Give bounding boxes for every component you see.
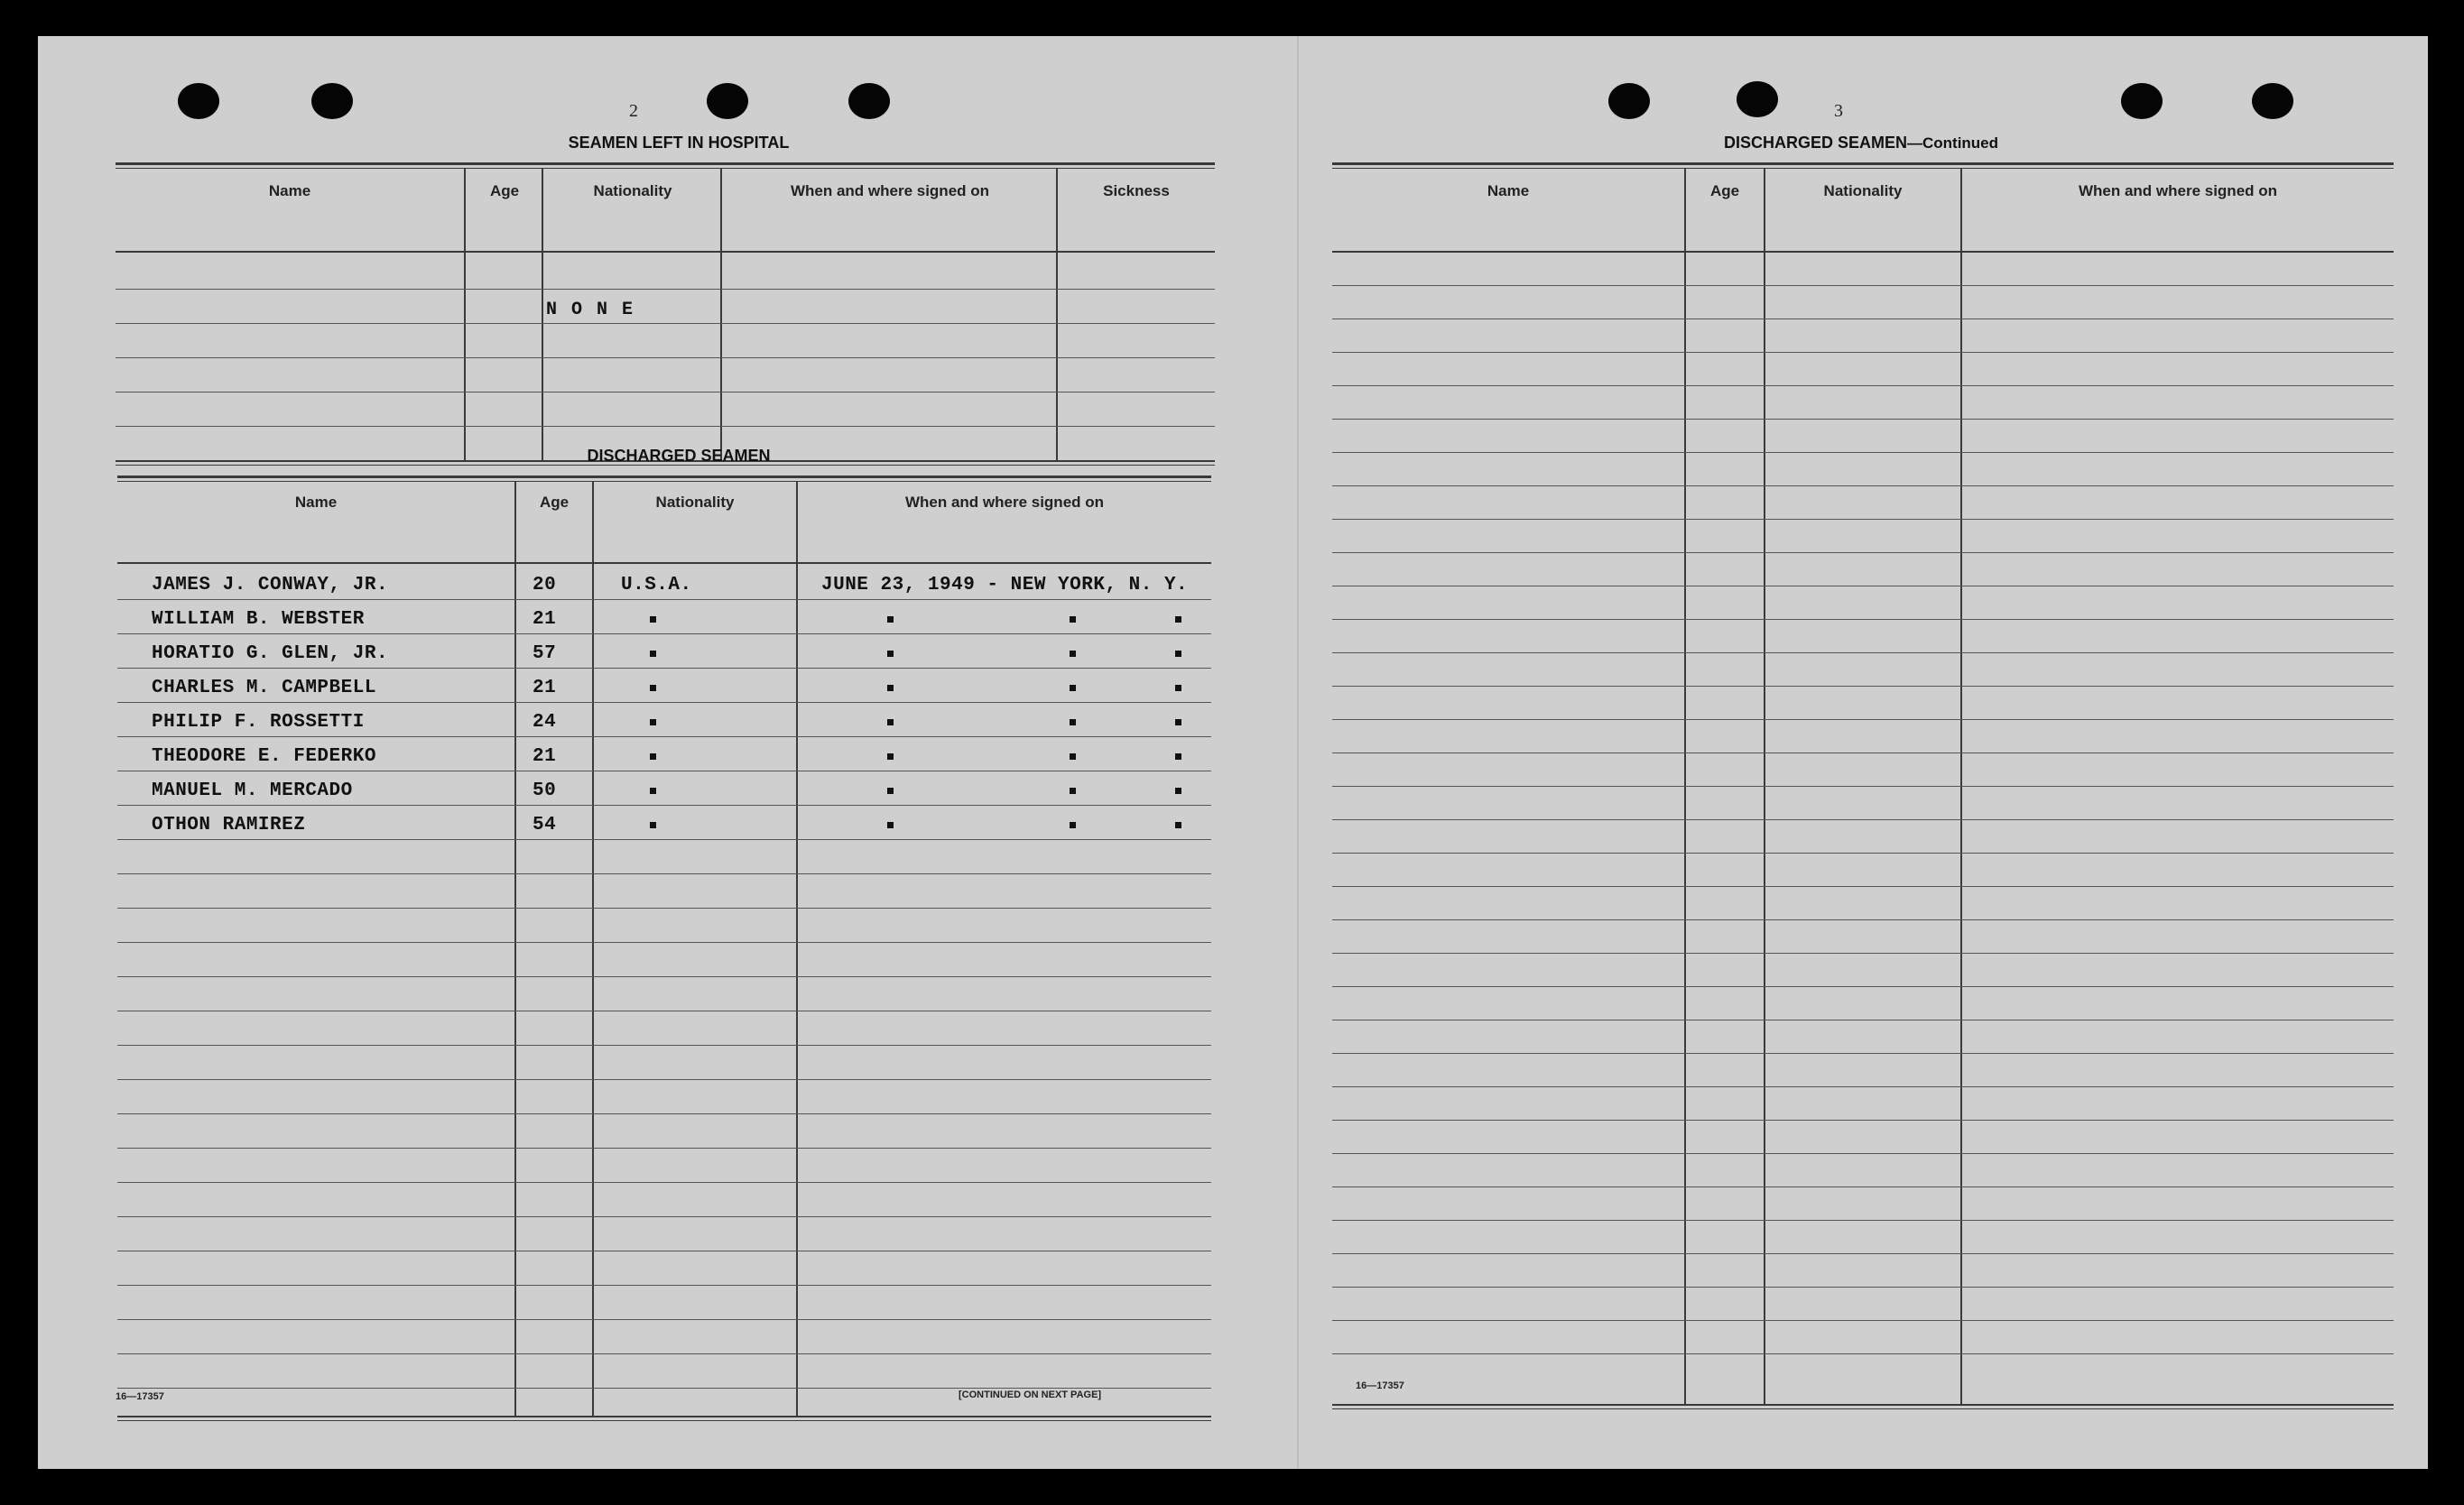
- ditto-mark: [1175, 753, 1181, 760]
- seaman-name: CHARLES M. CAMPBELL: [152, 678, 376, 698]
- ditto-mark: [1070, 651, 1076, 657]
- punch-hole: [178, 83, 219, 119]
- seaman-name: JAMES J. CONWAY, JR.: [152, 575, 389, 596]
- seaman-name: OTHON RAMIREZ: [152, 815, 306, 836]
- continued-note: [CONTINUED ON NEXT PAGE]: [959, 1390, 1102, 1400]
- hospital-title: SEAMEN LEFT IN HOSPITAL: [568, 134, 790, 152]
- seaman-age: 50: [533, 780, 557, 801]
- ditto-mark: [887, 822, 894, 828]
- ditto-mark: [887, 685, 894, 691]
- ditto-mark: [1070, 685, 1076, 691]
- hospital-none-note: N O N E: [546, 300, 635, 320]
- ditto-mark: [887, 753, 894, 760]
- discharged-table: [117, 476, 1211, 1427]
- seaman-age: 21: [533, 746, 557, 767]
- discharged-continued-title: [1617, 134, 2105, 152]
- column-header: Nationality: [1823, 182, 1903, 199]
- ditto-mark: [650, 719, 656, 725]
- seaman-age: 24: [533, 712, 557, 733]
- column-header: When and where signed on: [790, 182, 990, 199]
- ditto-mark: [1070, 822, 1076, 828]
- page-fold: [1297, 36, 1299, 1469]
- document-sheet: [38, 36, 2428, 1469]
- punch-hole: [311, 83, 353, 119]
- discharged-continued-table: [1332, 162, 2394, 1409]
- column-header: Age: [1709, 182, 1740, 199]
- section-title-suffix: —Continued: [1906, 134, 1999, 152]
- form-number-left: 16—17357: [116, 1391, 164, 1402]
- punch-hole: [2121, 83, 2163, 119]
- seaman-age: 57: [533, 643, 557, 664]
- column-header: Age: [489, 182, 520, 199]
- punch-hole: [1608, 83, 1650, 119]
- ditto-mark: [1070, 616, 1076, 623]
- punch-hole: [848, 83, 890, 119]
- punch-hole: [2252, 83, 2293, 119]
- ditto-mark: [887, 616, 894, 623]
- page-number-left: 2: [629, 101, 638, 121]
- ditto-mark: [1070, 753, 1076, 760]
- page-number-right: 3: [1834, 101, 1843, 121]
- seaman-name: PHILIP F. ROSSETTI: [152, 712, 365, 733]
- seaman-age: 54: [533, 815, 557, 836]
- ditto-mark: [650, 788, 656, 794]
- punch-hole: [1737, 81, 1778, 117]
- ditto-mark: [650, 651, 656, 657]
- form-number-right: 16—17357: [1356, 1380, 1404, 1391]
- seaman-age: 21: [533, 609, 557, 630]
- ditto-mark: [887, 719, 894, 725]
- column-header: Age: [539, 494, 570, 511]
- ditto-mark: [1175, 719, 1181, 725]
- seaman-name: WILLIAM B. WEBSTER: [152, 609, 365, 630]
- seaman-name: MANUEL M. MERCADO: [152, 780, 353, 801]
- column-header: Name: [294, 494, 338, 511]
- hospital-table: [116, 162, 1215, 466]
- seaman-name: THEODORE E. FEDERKO: [152, 746, 376, 767]
- column-header: Sickness: [1103, 182, 1170, 199]
- ditto-mark: [1070, 788, 1076, 794]
- ditto-mark: [1175, 788, 1181, 794]
- seaman-name: HORATIO G. GLEN, JR.: [152, 643, 389, 664]
- punch-hole: [707, 83, 748, 119]
- ditto-mark: [887, 651, 894, 657]
- ditto-mark: [650, 685, 656, 691]
- column-header: Name: [1487, 182, 1530, 199]
- section-title-text: DISCHARGED SEAMEN: [1723, 134, 1907, 152]
- ditto-mark: [650, 822, 656, 828]
- column-header: When and where signed on: [2078, 182, 2278, 199]
- ditto-mark: [1175, 822, 1181, 828]
- column-header: Nationality: [593, 182, 672, 199]
- ditto-mark: [650, 753, 656, 760]
- ditto-mark: [1175, 651, 1181, 657]
- discharged-title: DISCHARGED SEAMEN: [587, 447, 771, 465]
- ditto-mark: [1175, 616, 1181, 623]
- column-header: When and where signed on: [904, 494, 1105, 511]
- seaman-signed-on: JUNE 23, 1949 - NEW YORK, N. Y.: [821, 575, 1189, 596]
- seaman-age: 21: [533, 678, 557, 698]
- ditto-mark: [887, 788, 894, 794]
- ditto-mark: [1070, 719, 1076, 725]
- column-header: Name: [268, 182, 311, 199]
- column-header: Nationality: [655, 494, 735, 511]
- seaman-nationality: U.S.A.: [621, 575, 692, 596]
- seaman-age: 20: [533, 575, 557, 596]
- ditto-mark: [650, 616, 656, 623]
- ditto-mark: [1175, 685, 1181, 691]
